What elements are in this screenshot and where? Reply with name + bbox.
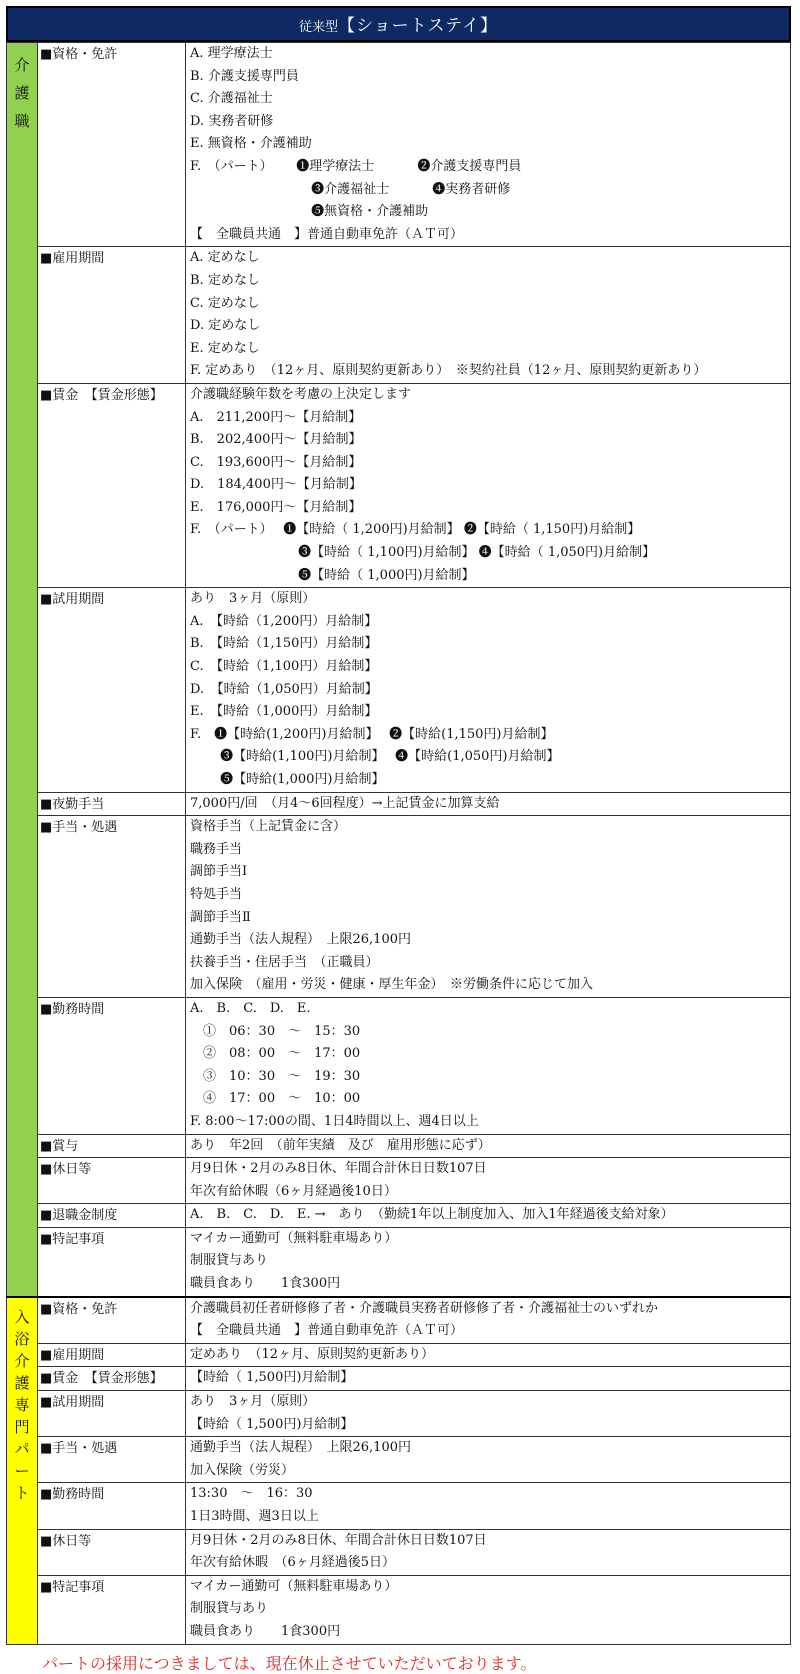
row-label: ■賞与: [38, 1134, 186, 1158]
row-content: [186, 792, 791, 816]
row-content: [186, 1297, 791, 1344]
content-line: 職員食あり 1食300円: [190, 1276, 341, 1292]
content-line: ❸【時給（ 1,100円)月給制】 ❹【時給（ 1,050円)月給制】: [190, 545, 656, 561]
recruitment-sheet: [6, 6, 791, 1674]
table-row: [7, 1483, 791, 1529]
content-line: ❺【時給（ 1,000円)月給制】: [190, 567, 475, 583]
content-line: 介護職経験年数を考慮の上決定します: [190, 386, 412, 402]
content-line: 調節手当Ⅱ: [190, 909, 251, 925]
content-line: ② 08：00 ～ 17：00: [190, 1046, 361, 1062]
content-line: A. 【時給（1,200円）月給制】: [190, 613, 378, 629]
row-content: [186, 1204, 791, 1228]
content-line: 特処手当: [190, 886, 243, 902]
table-row: [7, 1204, 791, 1228]
content-line: C. 定めなし: [190, 295, 260, 311]
content-line: A. B. C. D. E.: [190, 1000, 311, 1016]
group1-side-label: [7, 43, 38, 1297]
row-content: [186, 1483, 791, 1529]
content-line: 職務手当: [190, 841, 243, 857]
content-line: あり 3ヶ月（原則）: [190, 591, 316, 607]
row-label: ■退職金制度: [38, 1204, 186, 1228]
content-line: 13:30 ～ 16：30: [190, 1486, 313, 1502]
content-line: F. 8:00～17:00の間、1日4時間以上、週4日以上: [190, 1113, 479, 1129]
content-line: 調節手当Ⅰ: [190, 864, 248, 880]
content-line: マイカー通勤可（無料駐車場あり）: [190, 1578, 398, 1594]
table-row: [7, 792, 791, 816]
row-label: ■試用期間: [38, 1391, 186, 1437]
content-line: D. 実務者研修: [190, 113, 274, 129]
row-label: ■雇用期間: [38, 247, 186, 384]
table-row: [7, 1343, 791, 1367]
content-line: E. 【時給（1,000円）月給制】: [190, 704, 378, 720]
content-line: A. 定めなし: [190, 250, 260, 266]
row-content: [186, 588, 791, 792]
content-line: E. 176,000円～【月給制】: [190, 499, 362, 515]
content-line: あり 3ヶ月（原則）: [190, 1394, 316, 1410]
row-content: [186, 997, 791, 1134]
row-label: ■資格・免許: [38, 43, 186, 247]
content-line: B. 202,400円～【月給制】: [190, 432, 362, 448]
table-row: [7, 588, 791, 792]
row-content: [186, 1391, 791, 1437]
content-line: 定めあり （12ヶ月、原則契約更新あり）: [190, 1346, 435, 1362]
content-line: F. 定めあり （12ヶ月、原則契約更新あり） ※契約社員（12ヶ月、原則契約更新あり）: [190, 363, 707, 379]
content-line: 月9日休・2月のみ8日休、年間合計休日日数107日: [190, 1161, 487, 1177]
content-line: 年次有給休暇 （6ヶ月経過後5日）: [190, 1555, 396, 1571]
row-label: ■雇用期間: [38, 1343, 186, 1367]
side-label-text: 入 浴 介 護 専 門 パ ー ト: [14, 1307, 30, 1502]
content-line: ❺【時給(1,000円)月給制】: [190, 772, 385, 787]
row-label: ■休日等: [38, 1158, 186, 1204]
row-content: [186, 43, 791, 247]
row-label: ■休日等: [38, 1529, 186, 1575]
row-label: ■試用期間: [38, 588, 186, 792]
row-label: ■賃金 【賃金形態】: [38, 1367, 186, 1391]
content-line: 扶養手当・住居手当 （正職員）: [190, 954, 379, 970]
content-line: 介護職員初任者研修修了者・介護職員実務者研修修了者・介護福祉士のいずれか: [190, 1300, 659, 1316]
content-line: 加入保険（労災）: [190, 1462, 295, 1478]
content-line: ❺無資格・介護補助: [190, 204, 429, 220]
row-content: [186, 1227, 791, 1296]
content-line: 1日3時間、週3日以上: [190, 1509, 319, 1524]
row-content: [186, 816, 791, 998]
content-line: A. B. C. D. E. → あり （勤続1年以上制度加入、加入1年経過後支給対象）: [190, 1207, 674, 1223]
row-label: ■勤務時間: [38, 997, 186, 1134]
row-label: ■特記事項: [38, 1227, 186, 1296]
content-line: 通勤手当（法人規程） 上限26,100円: [190, 1440, 411, 1456]
content-line: 【 全職員共通 】普通自動車免許（ＡＴ可）: [190, 226, 464, 242]
table-row: [7, 1158, 791, 1204]
table-row: [7, 1575, 791, 1644]
table-row: [7, 1391, 791, 1437]
content-line: 制服貸与あり: [190, 1253, 269, 1269]
content-line: ③ 10：30 ～ 19：30: [190, 1068, 361, 1084]
table-row: [7, 247, 791, 384]
row-label: ■賃金 【賃金形態】: [38, 383, 186, 587]
row-content: [186, 247, 791, 384]
content-line: 加入保険 （雇用・労災・健康・厚生年金） ※労働条件に応じて加入: [190, 977, 594, 993]
content-line: 【 全職員共通 】普通自動車免許（ＡＴ可）: [190, 1323, 464, 1339]
row-content: [186, 1575, 791, 1644]
title-main: 【ショートステイ】: [338, 16, 498, 36]
content-line: ❸【時給(1,100円)月給制】 ❹【時給(1,050円)月給制】: [190, 749, 560, 765]
content-line: 【時給（ 1,500円)月給制】: [190, 1370, 354, 1386]
content-line: ① 06：30 ～ 15：30: [190, 1023, 361, 1039]
content-line: D. 【時給（1,050円）月給制】: [190, 681, 378, 697]
table-row: [7, 816, 791, 998]
content-line: B. 【時給（1,150円）月給制】: [190, 636, 378, 652]
content-line: E. 無資格・介護補助: [190, 136, 312, 152]
row-content: [186, 383, 791, 587]
row-content: [186, 1134, 791, 1158]
content-line: 年次有給休暇（6ヶ月経過後10日）: [190, 1183, 397, 1199]
table-row: [7, 1297, 791, 1344]
table-row: [7, 1529, 791, 1575]
content-line: C. 【時給（1,100円）月給制】: [190, 659, 378, 675]
content-line: 7,000円/回 （月4～6回程度）→上記賃金に加算支給: [190, 795, 500, 811]
row-label: ■夜勤手当: [38, 792, 186, 816]
content-line: D. 定めなし: [190, 318, 261, 334]
content-line: あり 年2回 （前年実績 及び 雇用形態に応ず）: [190, 1137, 491, 1153]
table-row: [7, 383, 791, 587]
side-label-text: 介 護 職: [14, 56, 30, 130]
row-content: [186, 1158, 791, 1204]
table-row: [7, 1367, 791, 1391]
footer-notice: パートの採用につきましては、現在休止させていただいております。: [42, 1653, 537, 1673]
table-row: [7, 1227, 791, 1296]
content-line: C. 193,600円～【月給制】: [190, 454, 362, 470]
content-line: 月9日休・2月のみ8日休、年間合計休日日数107日: [190, 1532, 487, 1548]
content-line: F. （パート） ❶理学療法士 ❷介護支援専門員: [190, 158, 522, 174]
page-title: [6, 6, 791, 42]
content-line: B. 定めなし: [190, 272, 260, 288]
row-content: [186, 1367, 791, 1391]
content-line: A. 理学療法士: [190, 46, 273, 61]
table-row: [7, 43, 791, 247]
title-prefix: 従来型: [299, 20, 339, 35]
row-label: ■手当・処遇: [38, 1437, 186, 1483]
content-line: F. ❶【時給(1,200円)月給制】 ❷【時給(1,150円)月給制】: [190, 726, 554, 742]
table-row: [7, 1437, 791, 1483]
content-line: E. 定めなし: [190, 340, 260, 356]
content-line: 資格手当（上記賃金に含）: [190, 819, 347, 835]
table-row: [7, 997, 791, 1134]
content-line: ❸介護福祉士 ❹実務者研修: [190, 181, 511, 197]
table-row: [7, 1134, 791, 1158]
content-line: 職員食あり 1食300円: [190, 1623, 341, 1639]
group2-side-label: [7, 1297, 38, 1644]
content-line: B. 介護支援専門員: [190, 68, 299, 84]
row-label: ■資格・免許: [38, 1297, 186, 1344]
content-line: 通勤手当（法人規程） 上限26,100円: [190, 932, 411, 948]
content-line: 【時給（ 1,500円)月給制】: [190, 1416, 354, 1432]
content-line: F. （パート） ❶【時給（ 1,200円)月給制】 ❷【時給（ 1,150円)月給制】: [190, 522, 641, 538]
content-line: C. 介護福祉士: [190, 91, 273, 107]
content-line: ④ 17：00 ～ 10：00: [190, 1091, 361, 1107]
content-line: D. 184,400円～【月給制】: [190, 477, 362, 493]
content-line: マイカー通勤可（無料駐車場あり）: [190, 1230, 398, 1246]
row-label: ■特記事項: [38, 1575, 186, 1644]
row-content: [186, 1529, 791, 1575]
row-content: [186, 1343, 791, 1367]
content-line: 制服貸与あり: [190, 1601, 269, 1617]
conditions-table: [6, 42, 791, 1645]
row-label: ■勤務時間: [38, 1483, 186, 1529]
row-content: [186, 1437, 791, 1483]
row-label: ■手当・処遇: [38, 816, 186, 998]
content-line: A. 211,200円～【月給制】: [190, 409, 362, 425]
